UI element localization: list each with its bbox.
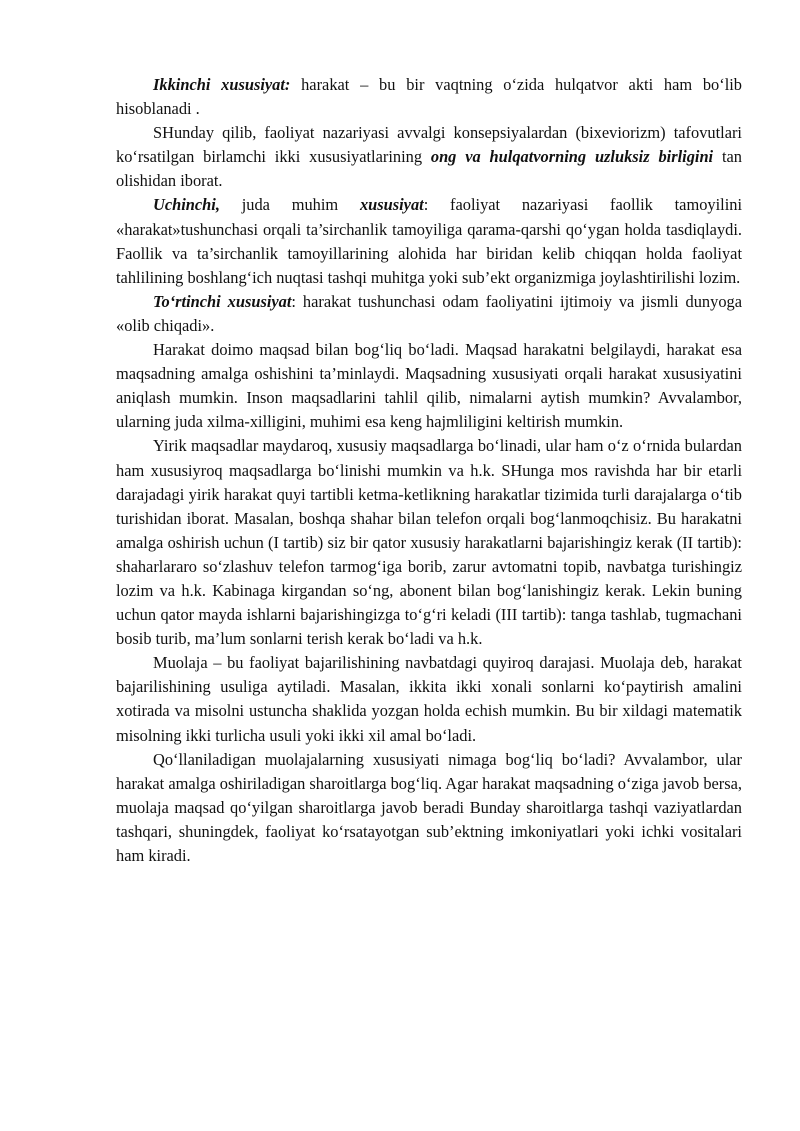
paragraph-shunday-qilib (116, 121, 742, 193)
paragraph-text: SHunday qilib, faoliyat nazariyasi avvalgi konsepsiyalardan (bixeviorizm) tafovutlari ko‘rsatilgan birlamchi ikki xususiyatlarining (116, 123, 742, 167)
paragraph-text: juda muhim (219, 195, 360, 215)
emphasis-word: xususiyat (359, 195, 424, 215)
emphasis-heading: To‘rtinchi xususiyat (153, 291, 292, 311)
paragraph-muolajalar-xususiyati (116, 748, 742, 868)
paragraph-text: : harakat tushunchasi odam faoliyatini ijtimoiy va jismli dunyoga «olib chiqadi». (116, 291, 742, 335)
paragraph-text: : faoliyat nazariyasi faollik tamoyilini «harakat»tushunchasi orqali ta’sirchanlik tamoyiliga qarama-qarshi qo‘ygan holda tasdiqlaydi. Faollik va ta’sirchanlik tamoyillarining alohida har biridan kelib chiqqan holda faoliyat tahlilining boshlang‘ich nuqtasi tashqi muhitga yoki sub’ekt organizmiga joylashtirilishi lozim. (116, 195, 742, 287)
emphasis-heading: Uchinchi, (153, 195, 220, 215)
emphasis-heading: Ikkinchi xususiyat: (153, 75, 291, 94)
document-page (116, 73, 742, 868)
paragraph-muolaja (116, 651, 742, 747)
paragraph-harakat-maqsad (116, 338, 742, 434)
paragraph-yirik-maqsadlar (116, 434, 742, 651)
paragraph-text: harakat – bu bir vaqtning o‘zida hulqatvor akti ham bo‘lib hisoblanadi . (116, 75, 742, 119)
paragraph-text: Qo‘llaniladigan muolajalarning xususiyati nimaga bog‘liq bo‘ladi? Avvalambor, ular harakat amalga oshiriladigan sharoitlarga bog‘liq. Agar harakat maqsadning o‘ziga javob bersa, muolaja maqsad qo‘yilgan sharoitlarga javob beradi Bunday sharoitlarga tashqi vaziyatlardan tashqari, shuningdek, faoliyat ko‘rsatayotgan sub’ektning imkoniyatlari yoki ichki vositalari ham kiradi. (116, 749, 742, 865)
emphasis-phrase: ong va hulqatvorning uzluksiz birligini (430, 147, 714, 167)
paragraph-text: tan olishidan iborat. (116, 147, 742, 191)
paragraph-ikkinchi-xususiyat (116, 73, 742, 121)
paragraph-uchinchi-xususiyat (116, 193, 742, 289)
paragraph-text: Yirik maqsadlar maydaroq, xususiy maqsadlarga bo‘linadi, ular ham o‘z o‘rnida bulardan ham xususiyroq maqsadlarga bo‘linishi mumkin va h.k. SHunga mos ravishda har bir etarli darajadagi yirik harakat quyi tartibli ketma-ketlikning harakatlar tizimida turli darajalarga o‘tib turishidan iborat. Masalan, boshqa shahar bilan telefon orqali bog‘lanmoqchisiz. Bu harakatni amalga oshirish uchun (I tartib) siz bir qator xususiy harakatlarni bajarishingiz kerak (II tartib): shaharlararo so‘zlashuv telefon tarmog‘iga borib, zarur avtomatni topib, navbatga turishingiz lozim va h.k. Kabinaga kirgandan so‘ng, abonent bilan bog‘lanishingiz kerak. Lekin buning uchun qator mayda ishlarni bajarishingizga to‘g‘ri keladi (III tartib): tanga tashlab, tugmachani bosib turib, ma’lum sonlarni terish kerak bo‘ladi va h.k. (116, 436, 742, 649)
paragraph-tortinchi-xususiyat (116, 290, 742, 338)
paragraph-text: Harakat doimo maqsad bilan bog‘liq bo‘ladi. Maqsad harakatni belgilaydi, harakat esa maqsadning amalga oshishini ta’minlaydi. Maqsadning xususiyati orqali harakat xususiyatini aniqlash mumkin. Inson maqsadlarini tahlil qilib, nimalarni aytish mumkin? Avvalambor, ularning juda xilma-xilligini, muhimi esa keng hajmliligini keltirish mumkin. (116, 340, 742, 432)
paragraph-text: Muolaja – bu faoliyat bajarilishining navbatdagi quyiroq darajasi. Muolaja deb, harakat bajarilishining usuliga aytiladi. Masalan, ikkita ikki xonali sonlarni ko‘paytirish amalini xotirada va misolni ustuncha shaklida yozgan holda echish mumkin. Bu bir xildagi matematik misolning ikki turlicha usuli yoki ikki xil amal bo‘ladi. (116, 653, 742, 745)
